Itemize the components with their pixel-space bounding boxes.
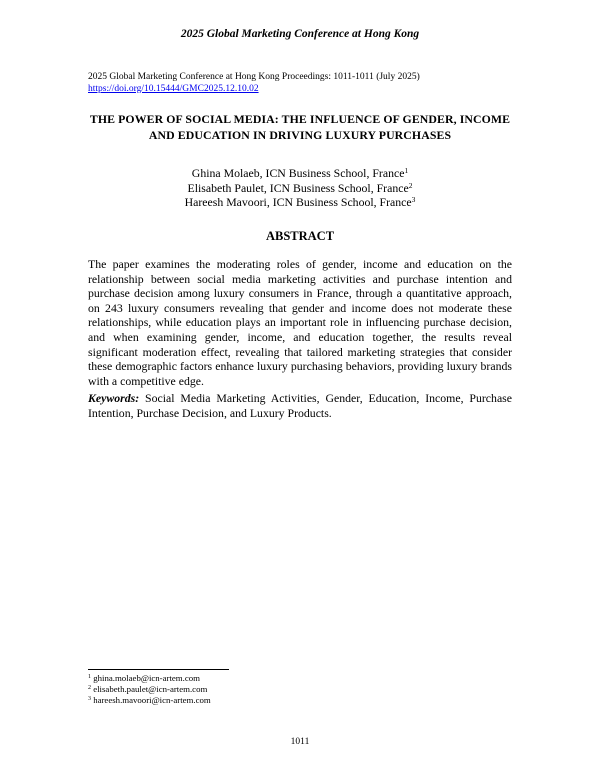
- footnote: [88, 695, 211, 706]
- footnote-email: hareesh.mavoori@icn-artem.com: [93, 695, 211, 705]
- author-line: [0, 195, 600, 210]
- proceedings-citation: 2025 Global Marketing Conference at Hong Kong Proceedings: 1011-1011 (July 2025): [88, 72, 420, 82]
- author-list: [0, 166, 600, 210]
- footnote-email: elisabeth.paulet@icn-artem.com: [93, 684, 208, 694]
- proceedings-info: [88, 71, 420, 95]
- paper-title-line-1: THE POWER OF SOCIAL MEDIA: THE INFLUENCE OF GENDER, INCOME: [89, 112, 511, 126]
- running-header: 2025 Global Marketing Conference at Hong Kong: [180, 28, 420, 40]
- footnote-marker: 3: [411, 195, 416, 204]
- paper-title-line-2: AND EDUCATION IN DRIVING LUXURY PURCHASES: [148, 128, 452, 142]
- footnote-divider: [88, 669, 229, 670]
- paper-title: [60, 111, 540, 143]
- footnote-marker: 2: [408, 180, 413, 190]
- author-line: [0, 181, 600, 196]
- abstract-text: The paper examines the moderating roles of gender, income and education on the relationship between social media marketing activities and purchase intention and purchase decision among luxury consumers in France, through a quantitative approach, on 243 luxury consumers revealing that gender and income does not moderate these relationships, while education plays an important role in influencing purchase decision, and when examining gender, income, and education together, the results reveal significant moderation effect, revealing that tailored marketing strategies that consider these demographic factors enhance luxury purchasing behaviors, providing luxury brands with a competitive edge.: [88, 257, 512, 388]
- footnote-mark: 3: [88, 696, 91, 702]
- page-number: 1011: [290, 737, 310, 747]
- keywords-text: Social Media Marketing Activities, Gender, Education, Income, Purchase Intention, Purchase Decision, and Luxury Products.: [88, 391, 513, 420]
- author-line: [0, 166, 600, 181]
- abstract-heading: ABSTRACT: [265, 229, 335, 243]
- keywords-label: Keywords:: [88, 391, 140, 405]
- footnotes: [88, 673, 211, 706]
- doi-link[interactable]: https://doi.org/10.15444/GMC2025.12.10.02: [88, 84, 259, 94]
- author-name: Ghina Molaeb, ICN Business School, France: [191, 166, 405, 180]
- footnote-mark: 2: [88, 685, 91, 691]
- keywords-paragraph: [88, 391, 512, 420]
- author-name: Hareesh Mavoori, ICN Business School, France: [184, 195, 412, 209]
- author-name: Elisabeth Paulet, ICN Business School, France: [187, 180, 409, 195]
- footnote-email: ghina.molaeb@icn-artem.com: [93, 673, 200, 683]
- footnote-mark: 1: [88, 674, 91, 680]
- footnote-marker: 1: [404, 166, 409, 175]
- footnote: [88, 673, 211, 684]
- footnote: [88, 684, 211, 695]
